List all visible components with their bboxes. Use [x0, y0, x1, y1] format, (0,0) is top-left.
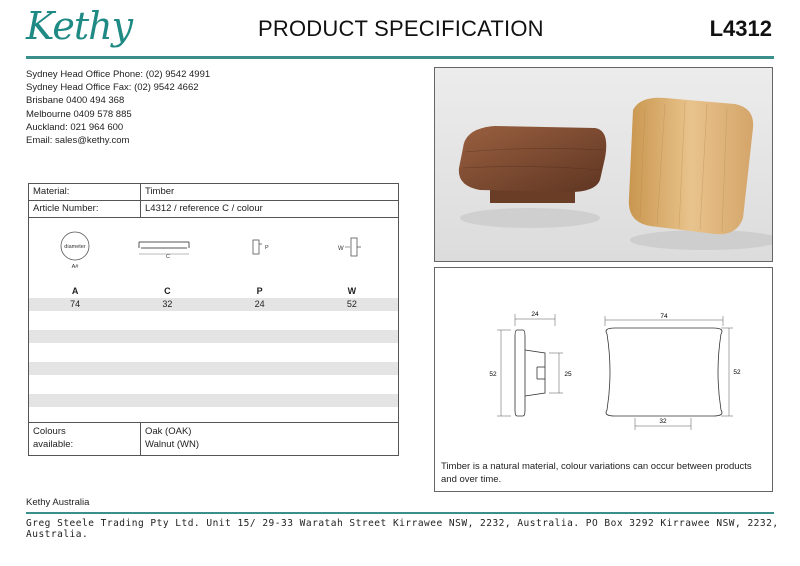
front-width-label: 74 — [660, 313, 668, 320]
article-label: Article Number: — [29, 201, 141, 217]
front-view-outline — [606, 328, 722, 416]
header-c: C — [164, 286, 171, 296]
value-w: 52 — [346, 299, 357, 309]
footer-company: Kethy Australia — [26, 497, 90, 508]
empty-row-stripe — [29, 330, 398, 343]
width-w-icon — [338, 238, 361, 256]
projection-p-icon — [253, 240, 269, 254]
article-value: L4312 / reference C / colour — [145, 203, 263, 214]
value-p: 24 — [254, 299, 265, 309]
colours-label-line2: available: — [33, 439, 74, 450]
length-c-icon — [139, 242, 189, 260]
brand-logo: Kethy — [26, 4, 133, 48]
product-photo-image — [435, 68, 773, 262]
dimension-values — [29, 298, 398, 311]
contact-line: Auckland: 021 964 600 — [26, 121, 124, 133]
value-c: 32 — [162, 299, 173, 309]
value-a: 74 — [70, 299, 81, 309]
page-title: PRODUCT SPECIFICATION — [258, 16, 544, 41]
c-icon-label: C — [166, 254, 170, 260]
footer-rule — [26, 512, 774, 514]
contact-block — [26, 68, 210, 147]
contact-line: Sydney Head Office Phone: (02) 9542 4991 — [26, 69, 211, 80]
colours-values — [141, 423, 398, 455]
header-w: W — [347, 286, 357, 296]
material-label: Material: — [29, 184, 141, 200]
base-label: 32 — [659, 418, 667, 425]
side-view-head — [515, 330, 525, 416]
product-code: L4312 — [709, 16, 772, 41]
p-icon-label: P — [265, 245, 269, 251]
product-photo — [434, 67, 773, 262]
colour-walnut: Walnut (WN) — [145, 439, 200, 450]
contact-line: Brisbane 0400 494 368 — [26, 95, 125, 107]
dimension-icons — [29, 224, 398, 284]
contact-line: Melbourne 0409 578 885 — [26, 108, 132, 120]
diameter-icon — [61, 232, 89, 270]
technical-drawing — [434, 267, 773, 492]
dimension-headers — [29, 286, 398, 296]
material-row — [29, 184, 398, 201]
timber-note: Timber is a natural material, colour variations can occur between products and over time. — [441, 461, 752, 485]
stem-label: 25 — [564, 371, 572, 378]
colours-label — [29, 423, 141, 455]
side-view-stem — [525, 350, 545, 396]
contact-email: Email: sales@kethy.com — [26, 135, 130, 147]
footer-address: Greg Steele Trading Pty Ltd. Unit 15/ 29-33 Waratah Street Kirrawee NSW, 2232, Australia. PO Box 3292 Kirrawee NSW, 2232, Australia. — [26, 518, 779, 540]
header-p: P — [256, 286, 263, 296]
article-row — [29, 201, 398, 218]
side-height-label: 52 — [489, 371, 497, 378]
a-icon-label: A# — [71, 264, 79, 270]
w-icon-label: W — [338, 246, 344, 252]
header-rule — [26, 56, 774, 59]
spec-table — [28, 183, 399, 456]
side-width-label: 24 — [531, 311, 539, 318]
header-a: A — [71, 286, 79, 296]
empty-row-stripe — [29, 394, 398, 407]
colours-label-line1: Colours — [33, 426, 66, 437]
colour-oak: Oak (OAK) — [145, 426, 192, 437]
contact-line: Sydney Head Office Fax: (02) 9542 4662 — [26, 82, 199, 94]
diameter-label: diameter — [64, 244, 86, 250]
colours-row — [29, 423, 398, 455]
front-height-label: 52 — [733, 369, 741, 376]
dimensions-section — [29, 218, 398, 423]
material-value: Timber — [145, 186, 175, 197]
empty-row-stripe — [29, 362, 398, 375]
drawing-svg — [435, 268, 772, 458]
